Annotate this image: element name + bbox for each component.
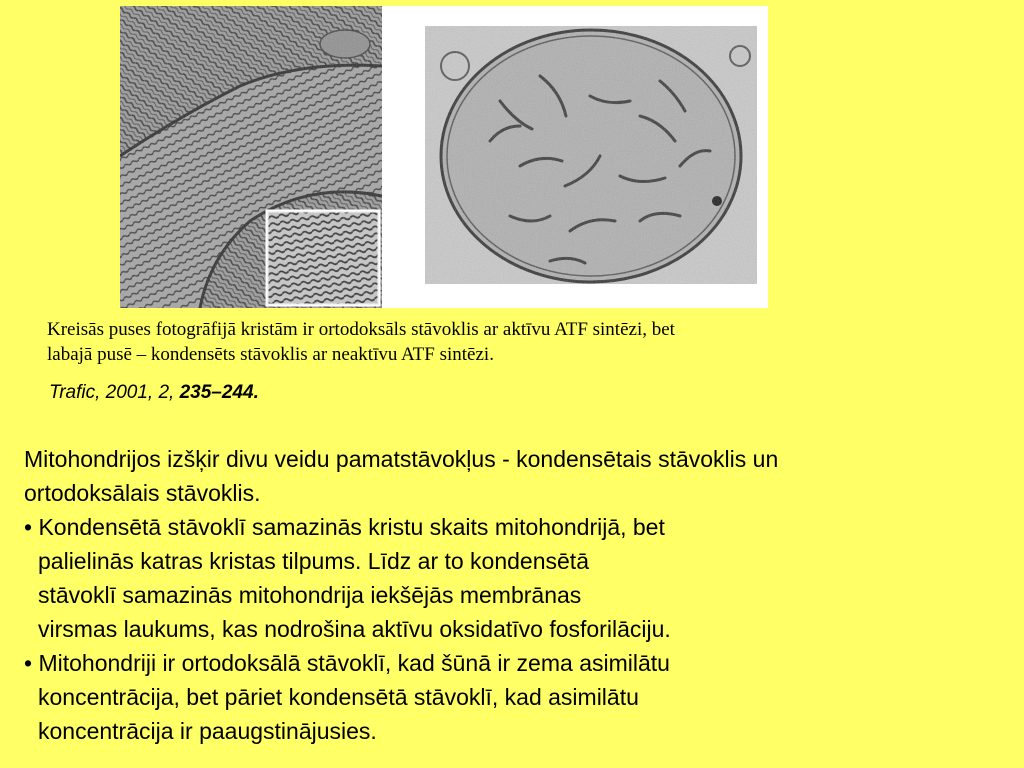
- right-micrograph: [425, 26, 757, 284]
- intro-line-1: Mitohondrijos izšķir divu veidu pamatstāvokļus - kondensētais stāvoklis un: [24, 446, 779, 472]
- bullet-line: [24, 646, 1004, 680]
- caption-line-1: Kreisās puses fotogrāfijā kristām ir ortodoksāls stāvoklis ar aktīvu ATF sintēzi, bet: [47, 319, 675, 340]
- body-text: [24, 442, 1004, 748]
- citation-source: Trafic, 2001, 2,: [49, 382, 180, 403]
- bullet-line: koncentrācija ir paaugstinājusies.: [38, 718, 377, 744]
- bullet-line: [24, 510, 1004, 544]
- bullet-item: [24, 510, 1004, 646]
- left-micrograph: [120, 6, 382, 308]
- bullet-item: [24, 646, 1004, 748]
- citation-pages: 235–244.: [179, 382, 259, 403]
- caption-line-2: labajā pusē – kondensēts stāvoklis ar neaktīvu ATF sintēzi.: [47, 344, 494, 365]
- bullet-line: virsmas laukums, kas nodrošina aktīvu oksidatīvo fosforilāciju.: [38, 616, 671, 642]
- bullet-marker: •: [24, 514, 33, 540]
- bullet-line: palielinās katras kristas tilpums. Līdz ar to kondensētā: [38, 548, 589, 574]
- micrograph-figure: [120, 6, 768, 308]
- bullet-line: stāvoklī samazinās mitohondrija iekšējās membrānas: [38, 582, 582, 608]
- inset-image: [267, 211, 379, 305]
- citation: [49, 381, 259, 405]
- bullet-marker: •: [24, 650, 33, 676]
- micrograph-svg: [120, 6, 768, 308]
- bullet-text: Kondensētā stāvoklī samazinās kristu skaits mitohondrijā, bet: [38, 514, 665, 540]
- bullet-line: koncentrācija, bet pāriet kondensētā stāvoklī, kad asimilātu: [38, 684, 639, 710]
- bullet-text: Mitohondriji ir ortodoksālā stāvoklī, kad šūnā ir zema asimilātu: [38, 650, 670, 676]
- intro-line-2: ortodoksālais stāvoklis.: [24, 480, 261, 506]
- figure-caption: [47, 317, 947, 367]
